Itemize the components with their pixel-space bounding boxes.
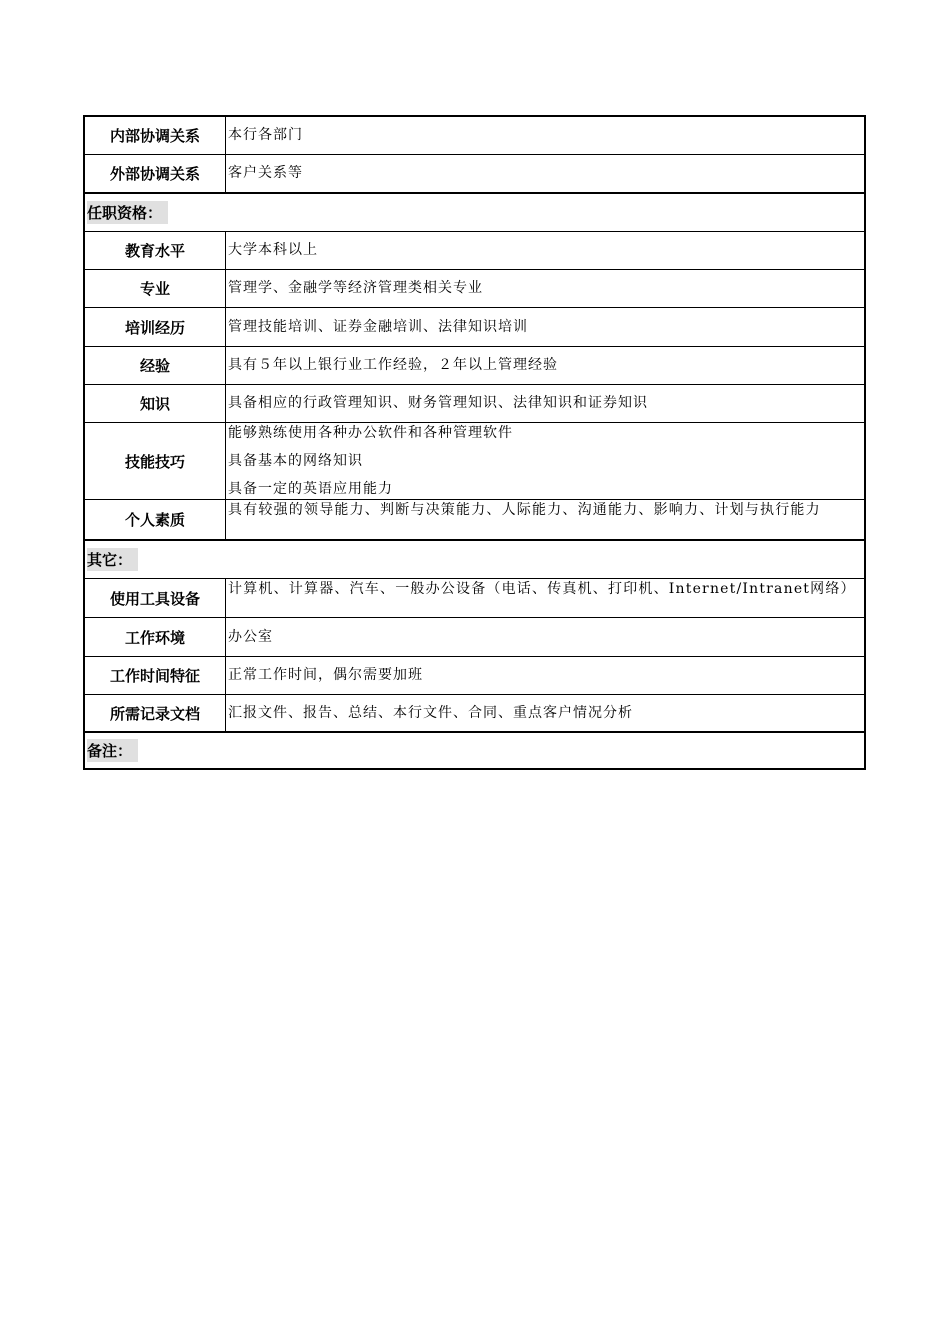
- value-education: 大学本科以上: [228, 242, 318, 258]
- label-major: 专业: [85, 270, 226, 307]
- label-qualities: 个人素质: [85, 500, 226, 539]
- value-environment: 办公室: [228, 628, 273, 645]
- row-external-coordination: [85, 155, 864, 194]
- row-internal-coordination: [85, 117, 864, 155]
- skills-line: 能够熟练使用各种办公软件和各种管理软件: [228, 425, 513, 441]
- row-major: [85, 270, 864, 308]
- value-training: 管理技能培训、证券金融培训、法律知识培训: [228, 318, 528, 335]
- label-experience: 经验: [85, 347, 226, 384]
- section-notes: [85, 733, 864, 768]
- value-hours: 正常工作时间，偶尔需要加班: [228, 667, 423, 683]
- job-description-table: [83, 115, 866, 770]
- label-education: 教育水平: [85, 232, 226, 269]
- label-documents: 所需记录文档: [85, 695, 226, 731]
- value-knowledge: 具备相应的行政管理知识、财务管理知识、法律知识和证券知识: [228, 395, 648, 411]
- label-external-coordination: 外部协调关系: [85, 155, 226, 192]
- row-tools: [85, 579, 864, 618]
- section-notes-title: 备注：: [87, 739, 138, 762]
- label-environment: 工作环境: [85, 618, 226, 656]
- row-training: [85, 308, 864, 347]
- label-tools: 使用工具设备: [85, 579, 226, 617]
- section-qualifications-title: 任职资格：: [87, 201, 168, 224]
- value-internal-coordination: 本行各部门: [228, 127, 303, 143]
- label-knowledge: 知识: [85, 385, 226, 422]
- row-documents: [85, 695, 864, 733]
- value-experience: 具有５年以上银行业工作经验，２年以上管理经验: [228, 357, 558, 373]
- value-skills: [226, 423, 864, 499]
- skills-line: 具备一定的英语应用能力: [228, 481, 393, 497]
- value-major: 管理学、金融学等经济管理类相关专业: [228, 280, 483, 296]
- label-skills: 技能技巧: [85, 423, 226, 499]
- label-hours: 工作时间特征: [85, 657, 226, 694]
- value-documents: 汇报文件、报告、总结、本行文件、合同、重点客户情况分析: [228, 704, 633, 721]
- row-experience: [85, 347, 864, 385]
- section-other: [85, 541, 864, 579]
- value-tools: 计算机、计算器、汽车、一般办公设备（电话、传真机、打印机、Internet/Intranet网络）: [228, 581, 856, 597]
- skills-line: 具备基本的网络知识: [228, 453, 363, 469]
- section-other-title: 其它：: [87, 548, 138, 571]
- row-hours: [85, 657, 864, 695]
- label-training: 培训经历: [85, 308, 226, 346]
- row-knowledge: [85, 385, 864, 423]
- value-qualities: 具有较强的领导能力、判断与决策能力、人际能力、沟通能力、影响力、计划与执行能力: [228, 502, 821, 518]
- section-qualifications: [85, 194, 864, 232]
- row-environment: [85, 618, 864, 657]
- row-qualities: [85, 500, 864, 541]
- label-internal-coordination: 内部协调关系: [85, 117, 226, 154]
- row-skills: [85, 423, 864, 500]
- row-education: [85, 232, 864, 270]
- value-external-coordination: 客户关系等: [228, 165, 303, 181]
